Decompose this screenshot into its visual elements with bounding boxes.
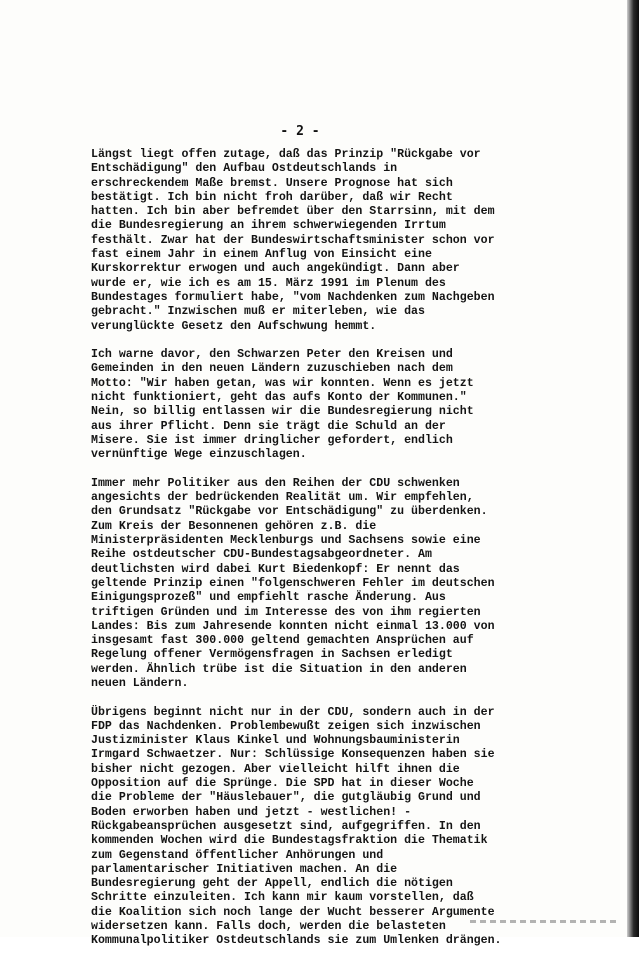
text-line: vernünftige Wege einzuschlagen. bbox=[91, 448, 307, 462]
text-line: Kommunalpolitiker Ostdeutschlands sie zum Umlenken drängen. bbox=[91, 934, 502, 948]
text-line: Justizminister Klaus Kinkel und Wohnungsbauministerin bbox=[91, 734, 460, 748]
text-line: Boden erworben haben und jetzt - westlichen! - bbox=[91, 805, 412, 819]
text-line: bisher nicht gezogen. Aber vielleicht hilft ihnen die bbox=[91, 762, 460, 776]
document-body bbox=[91, 148, 531, 963]
text-line: Ich warne davor, den Schwarzen Peter den Kreisen und bbox=[91, 348, 453, 362]
text-line: Schritte einzuleiten. Ich kann mir kaum vorstellen, daß bbox=[91, 891, 474, 905]
paragraph-2 bbox=[91, 348, 531, 462]
text-line: Übrigens beginnt nicht nur in der CDU, sondern auch in der bbox=[91, 705, 495, 719]
text-line: Längst liegt offen zutage, daß das Prinzip "Rückgabe vor bbox=[91, 148, 481, 161]
text-line: die Bundesregierung an ihrem schwerwiegenden Irrtum bbox=[91, 219, 446, 233]
text-line: insgesamt fast 300.000 geltend gemachten Ansprüchen auf bbox=[91, 634, 474, 648]
text-line: Motto: "Wir haben getan, was wir konnten. Wenn es jetzt bbox=[91, 376, 474, 390]
paragraph-1 bbox=[91, 148, 531, 334]
page-number: - 2 - bbox=[280, 124, 320, 139]
text-line: hatten. Ich bin aber befremdet über den Starrsinn, mit dem bbox=[91, 205, 495, 219]
text-line: Nein, so billig entlassen wir die Bundesregierung nicht bbox=[91, 405, 474, 419]
paragraph-4 bbox=[91, 706, 531, 949]
text-line: parlamentarischer Initiativen machen. An die bbox=[91, 862, 398, 876]
text-line: Gemeinden in den neuen Ländern zuzuschieben nach dem bbox=[91, 362, 453, 376]
text-line: Einigungsprozeß" und empfiehlt rasche Änderung. Aus bbox=[91, 591, 446, 605]
text-line: Kurskorrektur erwogen und auch angekündigt. Dann aber bbox=[91, 262, 460, 276]
text-line: Rückgabeansprüchen ausgesetzt sind, aufgegriffen. In den bbox=[91, 819, 481, 833]
text-line: bestätigt. Ich bin nicht froh darüber, daß wir Recht bbox=[91, 190, 453, 204]
text-line: Opposition auf die Sprünge. Die SPD hat in dieser Woche bbox=[91, 777, 474, 791]
text-line: wurde er, wie ich es am 15. März 1991 im Plenum des bbox=[91, 276, 446, 290]
text-line: triftigen Gründen und im Interesse des von ihm regierten bbox=[91, 605, 481, 619]
text-line: die Probleme der "Häuslebauer", die gutgläubig Grund und bbox=[91, 791, 481, 805]
text-line: Irmgard Schwaetzer. Nur: Schlüssige Konsequenzen haben sie bbox=[91, 748, 495, 762]
text-line: Bundestages formuliert habe, "vom Nachdenken zum Nachgeben bbox=[91, 290, 495, 304]
text-line: Misere. Sie ist immer dringlicher gefordert, endlich bbox=[91, 433, 453, 447]
text-line: festhält. Zwar hat der Bundeswirtschaftsminister schon vor bbox=[91, 233, 495, 247]
text-line: nicht funktioniert, geht das aufs Konto der Kommunen." bbox=[91, 391, 467, 405]
text-line: Regelung offener Vermögensfragen in Sachsen erledigt bbox=[91, 648, 453, 662]
text-line: deutlichsten wird dabei Kurt Biedenkopf: Er nennt das bbox=[91, 562, 460, 576]
text-line: FDP das Nachdenken. Problembewußt zeigen sich inzwischen bbox=[91, 719, 481, 733]
text-line: gebracht." Inzwischen muß er miterleben, wie das bbox=[91, 305, 425, 319]
text-line: kommenden Wochen wird die Bundestagsfraktion die Thematik bbox=[91, 834, 488, 848]
text-line: Bundesregierung geht der Appell, endlich die nötigen bbox=[91, 877, 453, 891]
text-line: geltende Prinzip einen "folgenschweren Fehler im deutschen bbox=[91, 576, 495, 590]
text-line: widersetzen kann. Falls doch, werden die belasteten bbox=[91, 920, 446, 934]
text-line: Landes: Bis zum Jahresende konnten nicht einmal 13.000 von bbox=[91, 619, 495, 633]
text-line: neuen Ländern. bbox=[91, 676, 189, 690]
text-line: aus ihrer Pflicht. Denn sie trägt die Schuld an der bbox=[91, 419, 446, 433]
text-line: angesichts der bedrückenden Realität um. Wir empfehlen, bbox=[91, 491, 474, 505]
text-line: den Grundsatz "Rückgabe vor Entschädigung" zu überdenken. bbox=[91, 505, 488, 519]
text-line: zum Gegenstand öffentlicher Anhörungen und bbox=[91, 848, 384, 862]
text-line: erschreckendem Maße bremst. Unsere Prognose hat sich bbox=[91, 176, 453, 190]
text-line: die Koalition sich noch lange der Wucht besserer Argumente bbox=[91, 905, 495, 919]
text-line: fast einem Jahr in einem Anflug von Einsicht eine bbox=[91, 248, 432, 262]
scan-edge-shadow bbox=[627, 0, 639, 937]
text-line: Zum Kreis der Besonnenen gehören z.B. die bbox=[91, 519, 377, 533]
text-line: Reihe ostdeutscher CDU-Bundestagsabgeordneter. Am bbox=[91, 548, 432, 562]
text-line: Immer mehr Politiker aus den Reihen der CDU schwenken bbox=[91, 476, 460, 490]
text-line: werden. Ähnlich trübe ist die Situation in den anderen bbox=[91, 662, 467, 676]
paragraph-3 bbox=[91, 477, 531, 691]
text-line: verunglückte Gesetz den Aufschwung hemmt. bbox=[91, 319, 377, 333]
text-line: Ministerpräsidenten Mecklenburgs und Sachsens sowie eine bbox=[91, 534, 481, 548]
text-line: Entschädigung" den Aufbau Ostdeutschlands in bbox=[91, 162, 398, 176]
